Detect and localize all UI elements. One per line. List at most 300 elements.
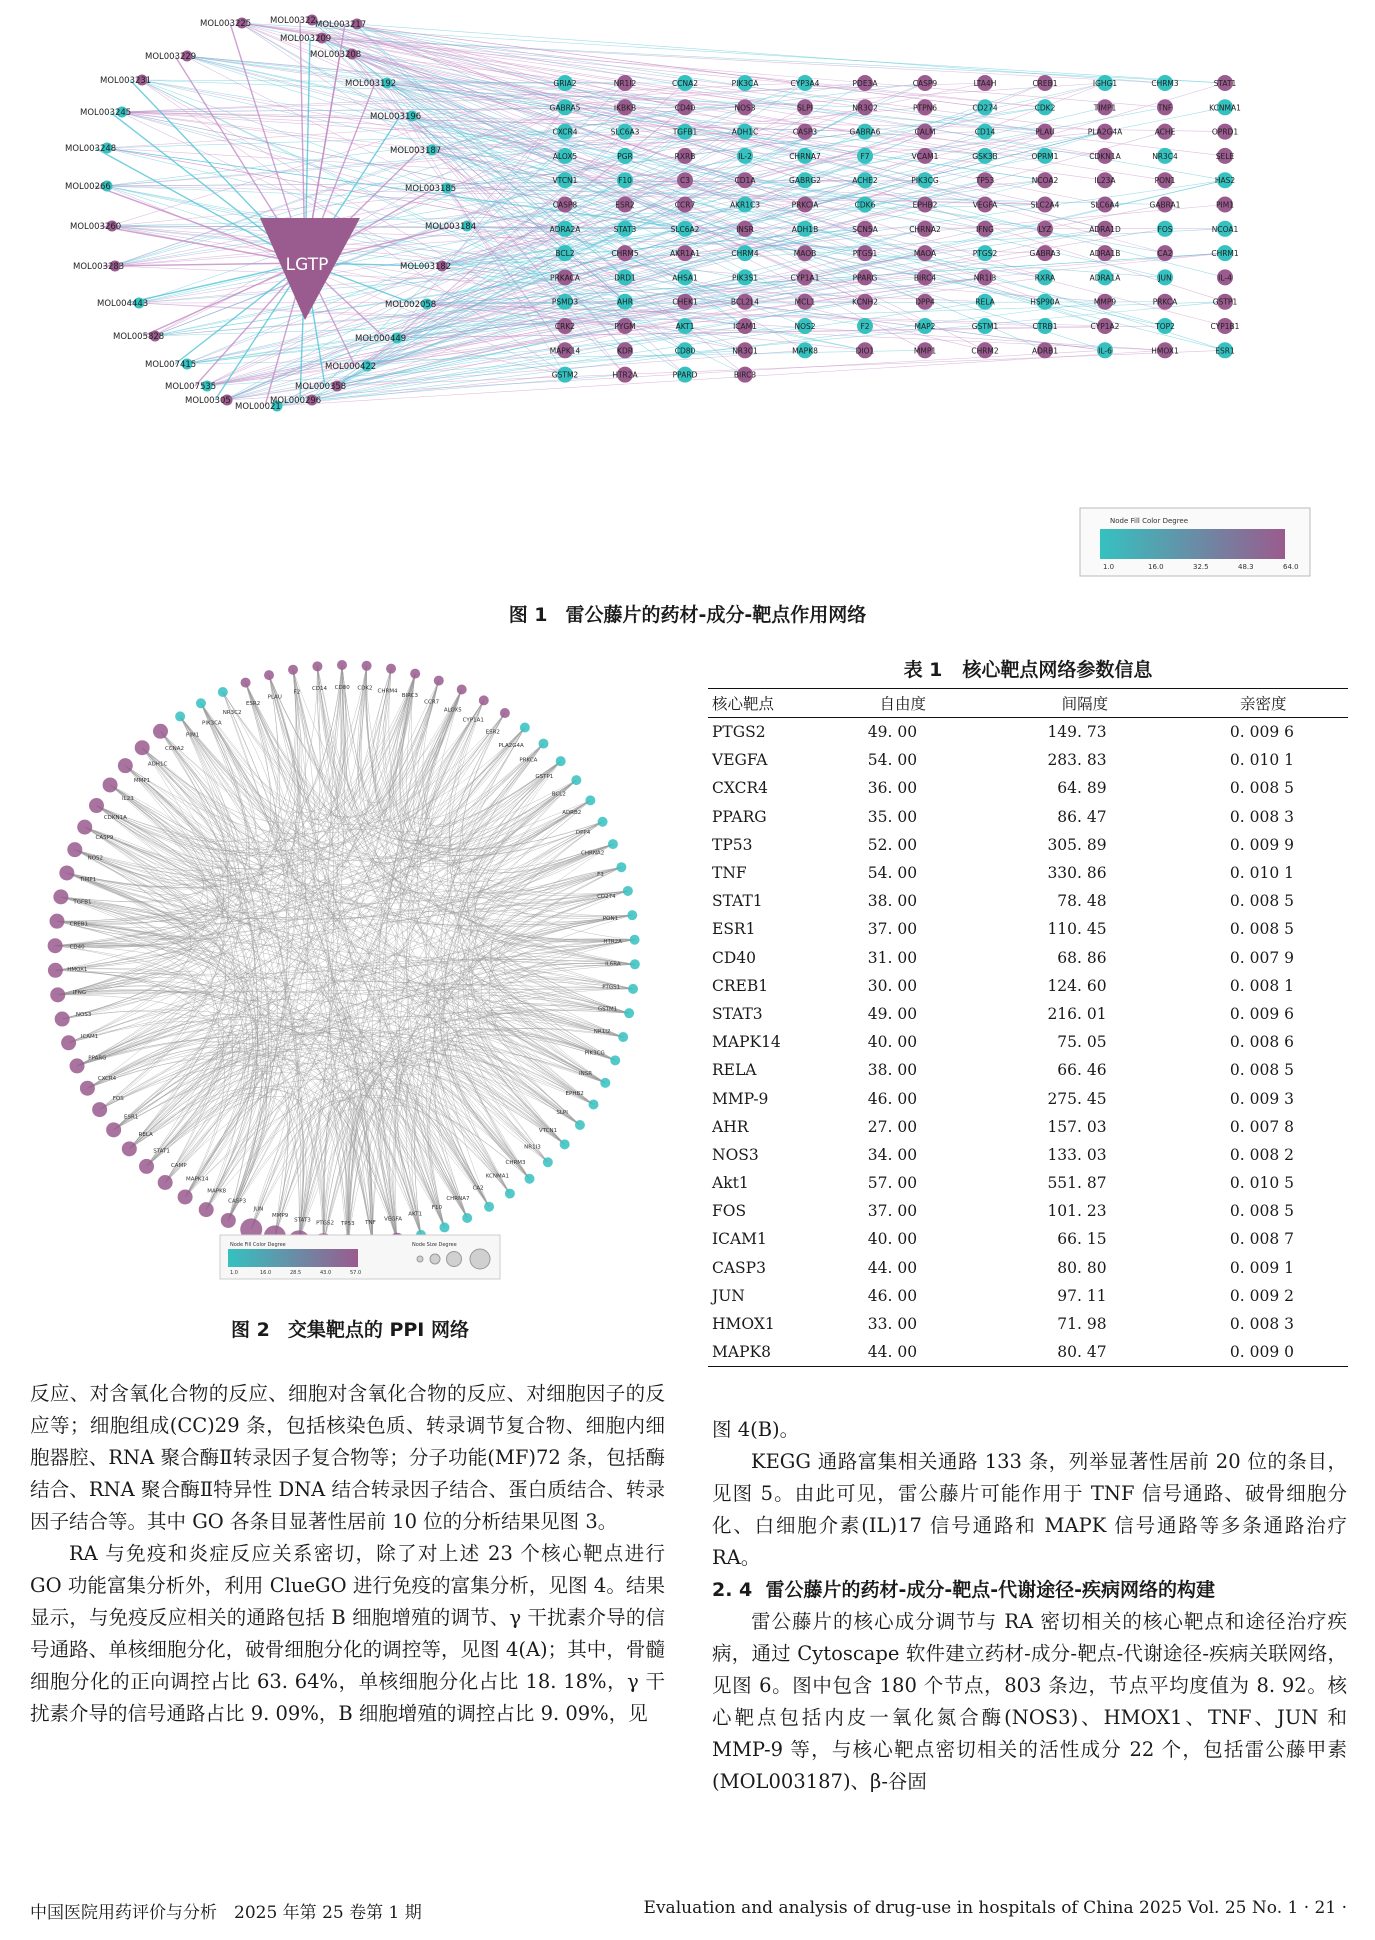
cell-betweenness: 80. 47 <box>1057 1343 1107 1362</box>
cell-closeness: 0. 008 3 <box>1229 1315 1294 1334</box>
cell-target: VEGFA <box>712 751 768 770</box>
cell-closeness: 0. 010 1 <box>1229 751 1294 770</box>
molecule-node <box>185 395 233 407</box>
table-row <box>708 774 1348 802</box>
molecule-node <box>145 51 196 63</box>
target-node <box>915 294 935 310</box>
svg-text:STAT1: STAT1 <box>153 1148 170 1155</box>
molecule-node <box>270 15 318 27</box>
svg-text:ADH1B: ADH1B <box>791 224 819 234</box>
cell-target: CASP3 <box>712 1258 766 1277</box>
svg-text:ADRA1D: ADRA1D <box>1089 224 1121 234</box>
svg-text:PPARD: PPARD <box>672 370 698 380</box>
target-node <box>853 75 879 91</box>
ppi-node <box>444 685 467 714</box>
left-column-text <box>30 1378 665 1730</box>
ppi-edge <box>142 748 613 901</box>
svg-text:CHRM5: CHRM5 <box>611 249 639 259</box>
cell-closeness: 0. 009 2 <box>1229 1286 1294 1305</box>
molecule-node <box>385 299 436 311</box>
svg-text:MOL003245: MOL003245 <box>80 108 132 118</box>
svg-text:CHEK1: CHEK1 <box>672 297 698 307</box>
ppi-node <box>139 1148 170 1174</box>
svg-text:CHRNA7: CHRNA7 <box>789 151 821 161</box>
svg-text:BCL2L4: BCL2L4 <box>730 297 760 307</box>
cell-degree: 49. 00 <box>867 723 918 742</box>
cell-target: MAPK8 <box>712 1343 771 1362</box>
svg-text:PTPN6: PTPN6 <box>912 103 938 113</box>
molecule-node <box>97 298 148 310</box>
legend-tick: 28.5 <box>290 1270 302 1276</box>
svg-text:PIK3CG: PIK3CG <box>584 1050 605 1057</box>
cell-closeness: 0. 008 5 <box>1229 779 1294 798</box>
ppi-edge <box>201 703 510 1193</box>
paragraph: 图 4(B)。 <box>712 1418 800 1441</box>
molecule-node <box>80 107 131 119</box>
svg-text:CHRM3: CHRM3 <box>1151 79 1179 88</box>
molecule-node <box>200 18 251 30</box>
molecule-node <box>400 261 451 273</box>
target-node <box>1150 197 1181 213</box>
svg-text:CREB1: CREB1 <box>1032 79 1058 88</box>
cell-betweenness: 75. 05 <box>1057 1033 1107 1052</box>
cell-closeness: 0. 008 2 <box>1229 1145 1294 1164</box>
cell-betweenness: 101. 23 <box>1047 1202 1107 1221</box>
svg-text:MAPK8: MAPK8 <box>207 1188 227 1195</box>
svg-text:VTCN1: VTCN1 <box>538 1127 558 1134</box>
svg-text:CASP8: CASP8 <box>552 200 578 210</box>
target-node <box>973 197 998 213</box>
svg-text:EPHB2: EPHB2 <box>912 200 938 210</box>
ppi-edge <box>58 991 225 1066</box>
ppi-node <box>499 722 530 748</box>
cell-closeness: 0. 008 1 <box>1229 976 1294 995</box>
svg-text:CRK2: CRK2 <box>554 322 576 331</box>
target-node <box>550 342 581 358</box>
molecule-node <box>113 331 164 343</box>
ppi-edge <box>87 1032 605 1089</box>
figure-2 <box>30 640 670 1280</box>
svg-text:PRKCIA: PRKCIA <box>791 200 819 210</box>
table-row <box>708 1056 1348 1084</box>
target-node <box>1155 172 1176 188</box>
cell-betweenness: 149. 73 <box>1047 723 1107 742</box>
section-heading <box>712 1574 1347 1606</box>
legend-tick: 1.0 <box>230 1270 238 1276</box>
target-node <box>1097 342 1113 358</box>
svg-text:ADRA1B: ADRA1B <box>1089 249 1121 259</box>
svg-text:BIRC4: BIRC4 <box>913 273 937 283</box>
figure-2-number: 图 2 <box>231 1319 270 1341</box>
svg-text:PIK3CA: PIK3CA <box>731 79 759 88</box>
svg-text:F10: F10 <box>618 176 632 186</box>
network-edge <box>320 38 1165 107</box>
target-node <box>1215 342 1235 358</box>
svg-text:MAPK8: MAPK8 <box>792 346 818 356</box>
svg-text:OPRD1: OPRD1 <box>1211 127 1239 137</box>
svg-text:ACHE2: ACHE2 <box>852 176 878 186</box>
cell-degree: 35. 00 <box>867 807 918 826</box>
svg-text:MOL003208: MOL003208 <box>310 50 362 60</box>
svg-text:SLC2A4: SLC2A4 <box>1030 200 1060 210</box>
svg-text:SELE: SELE <box>1215 151 1235 161</box>
cell-target: Akt1 <box>712 1174 749 1193</box>
svg-text:HAS2: HAS2 <box>1214 176 1236 186</box>
target-node <box>617 342 633 358</box>
target-node <box>611 124 640 140</box>
svg-text:KDR: KDR <box>617 346 633 356</box>
svg-text:MMP9: MMP9 <box>1093 297 1117 307</box>
svg-text:VEGFA: VEGFA <box>384 1216 402 1223</box>
target-node <box>1157 245 1173 261</box>
svg-text:MOL003209: MOL003209 <box>280 34 332 44</box>
target-node <box>975 294 995 310</box>
table-row <box>708 972 1348 1000</box>
cell-betweenness: 283. 83 <box>1047 751 1107 770</box>
cell-closeness: 0. 010 1 <box>1229 864 1294 883</box>
svg-text:ESR1: ESR1 <box>124 1114 139 1121</box>
svg-text:PTGS1: PTGS1 <box>852 249 878 259</box>
svg-text:NR1I2: NR1I2 <box>593 1028 611 1035</box>
svg-text:ADRA1A: ADRA1A <box>1089 273 1121 283</box>
target-node <box>794 245 817 261</box>
ppi-node <box>122 1132 153 1156</box>
svg-text:ICAM1: ICAM1 <box>80 1034 99 1041</box>
target-node <box>617 294 633 310</box>
cell-closeness: 0. 009 0 <box>1229 1343 1294 1362</box>
ppi-node <box>218 687 242 716</box>
svg-text:IGHG1: IGHG1 <box>1092 79 1118 88</box>
svg-text:NR3C4: NR3C4 <box>1152 151 1178 161</box>
cell-degree: 40. 00 <box>867 1230 918 1249</box>
svg-text:CYP1A1: CYP1A1 <box>462 717 484 724</box>
svg-text:MOL003231: MOL003231 <box>100 76 152 86</box>
molecule-node <box>345 78 396 90</box>
svg-text:MMP1: MMP1 <box>133 778 151 785</box>
ppi-node <box>80 1076 117 1096</box>
svg-text:HTR2A: HTR2A <box>603 938 622 945</box>
target-node <box>1214 75 1237 91</box>
paragraph: 反应、对含氧化合物的反应、细胞对含氧化合物的反应、对细胞因子的反应等；细胞组成(CC)29 条，包括核染色质、转录调节复合物、细胞内细胞器腔、RNA 聚合酶Ⅱ转录因子复合物等；分子功能(MF)72 条，包括酶结合、RNA 聚合酶Ⅱ特异性 DNA 结合转录因子结合、蛋白质结合、转录因子结合等。其中 GO 各条目显著性居前 10 位的分析结果见图 3。 <box>30 1382 665 1533</box>
svg-text:CHRM4: CHRM4 <box>731 249 759 259</box>
svg-text:CALM: CALM <box>914 127 936 137</box>
svg-text:NCOA1: NCOA1 <box>1211 224 1239 234</box>
svg-text:CDK2: CDK2 <box>357 685 373 692</box>
svg-text:PLA2G4A: PLA2G4A <box>498 742 524 749</box>
ppi-node <box>585 1050 621 1065</box>
svg-text:NR3C2: NR3C2 <box>222 709 242 716</box>
figure-2-title: 交集靶点的 PPI 网络 <box>287 1319 469 1341</box>
svg-text:CYP1A1: CYP1A1 <box>790 273 820 283</box>
figure-1 <box>55 8 1320 580</box>
herb-ingredient-target-network <box>55 8 1320 580</box>
target-node <box>611 245 639 261</box>
target-node <box>1157 221 1173 237</box>
svg-text:MAPK14: MAPK14 <box>549 346 581 356</box>
svg-text:PGR: PGR <box>617 151 633 161</box>
table-row <box>708 718 1348 747</box>
legend-tick: 16.0 <box>260 1270 272 1276</box>
cell-target: AHR <box>712 1117 749 1136</box>
svg-text:IL23A: IL23A <box>1094 176 1116 186</box>
ppi-edge <box>69 1014 530 1178</box>
ppi-node <box>178 1177 209 1205</box>
section-number: 2. 4 <box>712 1579 753 1601</box>
table-row <box>708 1000 1348 1028</box>
svg-text:GRIA2: GRIA2 <box>553 79 577 88</box>
target-node <box>1212 124 1238 140</box>
svg-text:CHRNA2: CHRNA2 <box>909 224 941 234</box>
cell-betweenness: 305. 89 <box>1047 835 1107 854</box>
target-node <box>732 342 758 358</box>
svg-text:INSR: INSR <box>736 224 754 234</box>
section-title: 雷公藤片的药材-成分-靶点-代谢途径-疾病网络的构建 <box>765 1579 1216 1601</box>
svg-text:PRKACA: PRKACA <box>550 273 580 283</box>
cell-betweenness: 80. 80 <box>1057 1258 1107 1277</box>
table-row <box>708 1197 1348 1225</box>
cell-betweenness: 66. 46 <box>1057 1061 1107 1080</box>
table-row <box>708 803 1348 831</box>
svg-text:CAMP: CAMP <box>170 1163 187 1170</box>
svg-text:ESR1: ESR1 <box>1215 346 1235 356</box>
ppi-edge <box>77 1041 267 1221</box>
molecule-node <box>145 359 196 371</box>
svg-text:TIMP1: TIMP1 <box>79 877 97 884</box>
cell-target: TP53 <box>712 835 753 854</box>
svg-text:LGTP: LGTP <box>285 255 329 275</box>
svg-text:CHRNA7: CHRNA7 <box>446 1196 470 1203</box>
svg-text:DRD1: DRD1 <box>614 273 636 283</box>
target-node <box>850 124 881 140</box>
svg-text:SLC6A4: SLC6A4 <box>1090 200 1120 210</box>
svg-text:MOL003182: MOL003182 <box>400 262 452 272</box>
ppi-node <box>446 1196 472 1223</box>
svg-text:OPRM1: OPRM1 <box>1031 151 1059 161</box>
svg-text:MAOB: MAOB <box>793 249 817 259</box>
svg-text:MOL007535: MOL007535 <box>165 382 217 392</box>
svg-text:CA2: CA2 <box>1157 249 1173 259</box>
svg-text:TGFB1: TGFB1 <box>73 899 92 906</box>
svg-text:CD40: CD40 <box>69 944 85 951</box>
svg-text:DPP4: DPP4 <box>915 297 935 307</box>
legend-tick: 43.0 <box>320 1270 332 1276</box>
svg-text:PLAU: PLAU <box>1035 127 1055 137</box>
molecule-node <box>315 19 366 31</box>
molecule-node <box>355 333 406 345</box>
svg-text:RELA: RELA <box>138 1132 153 1139</box>
svg-text:F2: F2 <box>293 689 301 696</box>
svg-text:Node Size Degree: Node Size Degree <box>412 1242 457 1248</box>
molecule-node <box>73 261 124 273</box>
svg-text:MOL000422: MOL000422 <box>325 362 377 372</box>
table-row <box>708 1310 1348 1338</box>
target-node <box>1090 245 1121 261</box>
svg-text:CTRB1: CTRB1 <box>1032 322 1058 331</box>
target-node <box>1037 221 1053 237</box>
cell-betweenness: 78. 48 <box>1057 892 1107 911</box>
svg-text:CDK2: CDK2 <box>1034 103 1056 113</box>
svg-text:TNF: TNF <box>365 1219 376 1226</box>
target-node <box>617 148 633 164</box>
target-node <box>1216 148 1235 164</box>
svg-text:MOL005828: MOL005828 <box>113 332 165 342</box>
ppi-edge <box>67 681 439 888</box>
target-node <box>1031 197 1060 213</box>
target-node <box>1154 318 1175 334</box>
ppi-node <box>556 1110 585 1130</box>
ppi-node <box>92 1096 124 1117</box>
target-node <box>1152 148 1178 164</box>
table-row <box>708 746 1348 774</box>
cell-target: ESR1 <box>712 920 756 939</box>
svg-text:GABRA6: GABRA6 <box>849 127 881 137</box>
footer-right: Evaluation and analysis of drug-use in hospitals of China 2025 Vol. 25 No. 1 · 21 · <box>643 1898 1347 1918</box>
svg-text:MOL003187: MOL003187 <box>390 146 442 156</box>
svg-text:IKBKB: IKBKB <box>613 103 637 113</box>
svg-text:BCL2: BCL2 <box>555 249 575 259</box>
svg-text:PTGS1: PTGS1 <box>602 984 621 991</box>
svg-text:GABRA1: GABRA1 <box>1149 200 1181 210</box>
molecule-node <box>310 49 361 61</box>
svg-text:MOL007415: MOL007415 <box>145 360 197 370</box>
cell-target: HMOX1 <box>712 1315 775 1334</box>
ppi-node <box>67 842 103 861</box>
svg-text:PIK3S1: PIK3S1 <box>732 273 758 283</box>
svg-text:NR1I3: NR1I3 <box>973 273 997 283</box>
svg-text:MAP2: MAP2 <box>914 322 936 331</box>
svg-text:BIRC3: BIRC3 <box>733 370 757 380</box>
target-node <box>1212 221 1239 237</box>
network-edge <box>105 132 805 186</box>
svg-text:MOL003196: MOL003196 <box>370 112 422 122</box>
svg-text:MOL000358: MOL000358 <box>295 382 347 392</box>
target-node <box>1157 269 1173 285</box>
target-node <box>914 342 936 358</box>
svg-text:MOL00266: MOL00266 <box>65 182 111 192</box>
target-node <box>857 318 873 334</box>
svg-text:CDK6: CDK6 <box>854 200 876 210</box>
target-node <box>1211 318 1240 334</box>
cell-degree: 37. 00 <box>867 920 918 939</box>
cell-closeness: 0. 009 3 <box>1229 1089 1294 1108</box>
svg-text:NCOA2: NCOA2 <box>1031 176 1059 186</box>
cell-closeness: 0. 008 5 <box>1229 1202 1294 1221</box>
svg-text:VTCN1: VTCN1 <box>552 176 578 186</box>
svg-text:KCNMA1: KCNMA1 <box>1209 103 1241 113</box>
svg-text:KCNH2: KCNH2 <box>852 297 878 307</box>
target-node <box>1090 269 1122 285</box>
cell-target: PPARG <box>712 807 767 826</box>
ppi-edge <box>504 939 635 1060</box>
svg-text:TP53: TP53 <box>975 176 995 186</box>
cell-closeness: 0. 008 5 <box>1229 920 1294 939</box>
svg-text:F3: F3 <box>597 871 604 878</box>
footer-left: 中国医院用药评价与分析 2025 年第 25 卷第 1 期 <box>30 1903 422 1923</box>
ppi-node <box>55 1012 92 1027</box>
molecule-node <box>165 381 216 393</box>
svg-text:MOL003217: MOL003217 <box>315 20 367 30</box>
molecule-node <box>70 221 121 233</box>
target-node <box>614 75 637 91</box>
svg-text:ADH1C: ADH1C <box>731 127 759 137</box>
target-node <box>909 221 941 237</box>
molecule-node <box>270 395 321 407</box>
target-node <box>1035 124 1055 140</box>
ppi-edge <box>129 1036 593 1148</box>
cell-betweenness: 157. 03 <box>1047 1117 1107 1136</box>
svg-text:MOL003283: MOL003283 <box>73 262 125 272</box>
svg-text:IFNG: IFNG <box>72 989 87 996</box>
svg-text:F10: F10 <box>431 1204 442 1211</box>
svg-text:IL6RA: IL6RA <box>605 961 621 968</box>
cell-degree: 36. 00 <box>867 779 918 798</box>
svg-text:SLPI: SLPI <box>797 103 813 113</box>
svg-text:TIMP1: TIMP1 <box>1093 103 1117 113</box>
svg-text:MOL003225: MOL003225 <box>200 19 252 29</box>
svg-text:JUN: JUN <box>253 1206 264 1213</box>
target-node <box>1094 172 1116 188</box>
target-node <box>675 148 696 164</box>
svg-text:STAT1: STAT1 <box>1213 79 1237 88</box>
network-edge <box>275 350 1165 406</box>
svg-text:CASP3: CASP3 <box>228 1198 247 1205</box>
cell-degree: 38. 00 <box>867 892 918 911</box>
ppi-edge <box>55 946 206 1066</box>
ppi-node <box>603 910 637 922</box>
target-node <box>617 172 633 188</box>
molecule-node <box>295 381 346 393</box>
svg-text:NOS3: NOS3 <box>75 1012 92 1019</box>
svg-text:MOL00305: MOL00305 <box>185 396 231 406</box>
cell-degree: 38. 00 <box>867 1061 918 1080</box>
svg-text:JUN: JUN <box>1158 273 1172 283</box>
svg-text:MOL00021: MOL00021 <box>235 402 281 412</box>
svg-text:CD14: CD14 <box>311 686 328 693</box>
cell-target: MMP-9 <box>712 1089 769 1108</box>
ppi-edge <box>114 1055 421 1235</box>
network-edge <box>185 56 865 156</box>
svg-text:C3: C3 <box>679 176 691 186</box>
svg-text:AKT1: AKT1 <box>408 1211 423 1218</box>
ppi-edge <box>458 1081 548 1179</box>
table-row <box>708 1169 1348 1197</box>
ppi-node <box>135 740 168 767</box>
legend-tick: 1.0 <box>1103 563 1115 571</box>
svg-text:CHRM3: CHRM3 <box>505 1159 526 1166</box>
svg-text:IL-4: IL-4 <box>1218 273 1232 283</box>
target-node <box>1215 172 1236 188</box>
svg-text:PON1: PON1 <box>602 916 619 923</box>
col-header-target: 核心靶点 <box>712 695 775 713</box>
svg-text:ESR2: ESR2 <box>615 200 635 210</box>
col-header-closeness: 亲密度 <box>1240 695 1287 713</box>
ppi-node <box>598 1007 634 1018</box>
svg-text:EPHB2: EPHB2 <box>565 1091 584 1098</box>
table-row <box>708 1338 1348 1367</box>
svg-text:NR1I3: NR1I3 <box>524 1144 541 1151</box>
table-header-row <box>708 689 1348 718</box>
svg-text:PIK3CG: PIK3CG <box>911 176 939 186</box>
table-row <box>708 1141 1348 1169</box>
svg-text:MOL004443: MOL004443 <box>97 299 149 309</box>
cell-closeness: 0. 009 6 <box>1229 1004 1294 1023</box>
lgtp-center-node <box>260 218 360 320</box>
svg-text:TP53: TP53 <box>340 1220 355 1227</box>
svg-text:CREB1: CREB1 <box>69 921 89 928</box>
target-node <box>1032 342 1058 358</box>
table-row <box>708 1028 1348 1056</box>
target-node <box>1035 269 1056 285</box>
